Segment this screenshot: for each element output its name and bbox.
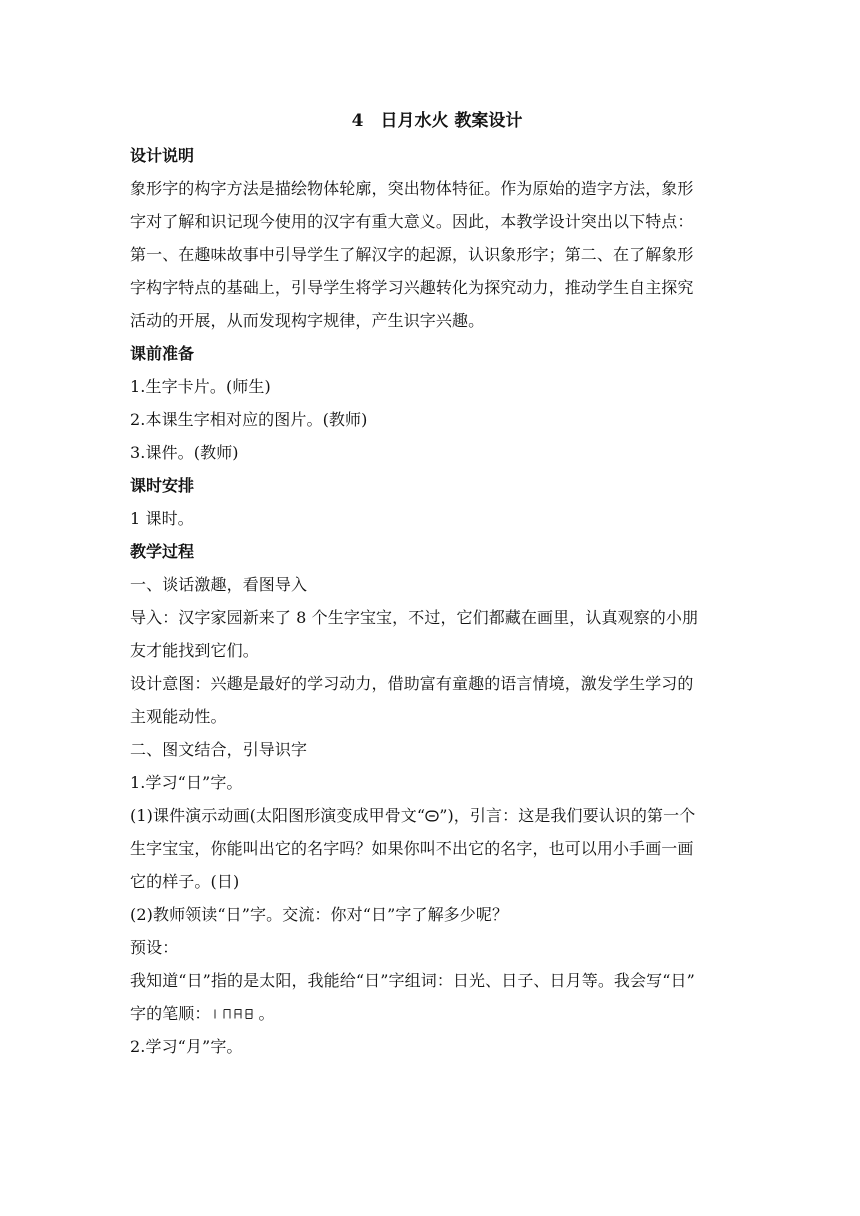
document-body — [130, 103, 732, 1063]
preparation-item: 3.课件。(教师) — [130, 443, 239, 462]
section-heading-design-notes: 设计说明 — [130, 146, 195, 165]
intro-line: 导入：汉字家园新来了 8 个生字宝宝，不过，它们都藏在画里，认真观察的小朋 — [130, 608, 699, 627]
intent-line: 主观能动性。 — [130, 707, 227, 726]
answer-line: 我知道“日”指的是太阳，我能给“日”字组词：日光、日子、日月等。我会写“日” — [130, 971, 695, 990]
preset-label: 预设： — [130, 938, 179, 957]
document-title: 4 日月水火 教案设计 — [351, 111, 523, 131]
answer-line — [130, 997, 732, 1030]
design-notes-line: 字构字特点的基础上，引导学生将学习兴趣转化为探究动力，推动学生自主探究 — [130, 278, 694, 297]
schedule-text: 1 课时。 — [130, 509, 194, 528]
step-title: 二、图文结合，引导识字 — [130, 740, 308, 759]
answer-text-before: 字的笔顺： — [130, 1004, 211, 1023]
answer-text-after: 。 — [258, 1004, 275, 1023]
learn-ri-title: 1.学习“日”字。 — [130, 773, 243, 792]
section-heading-schedule: 课时安排 — [130, 476, 195, 495]
ri-step-1-line: 它的样子。(日) — [130, 872, 240, 891]
ri-step-1-line — [130, 799, 732, 832]
learn-yue-title: 2.学习“月”字。 — [130, 1037, 243, 1056]
intro-line: 友才能找到它们。 — [130, 641, 259, 660]
preparation-item: 2.本课生字相对应的图片。(教师) — [130, 410, 368, 429]
step-title: 一、谈话激趣，看图导入 — [130, 575, 308, 594]
oracle-bone-sun-icon — [425, 800, 439, 833]
ri-step-1-line: 生字宝宝，你能叫出它的名字吗？如果你叫不出它的名字，也可以用小手画一画 — [130, 839, 694, 858]
design-notes-line: 字对了解和识记现今使用的汉字有重大意义。因此，本教学设计突出以下特点： — [130, 212, 694, 231]
section-heading-preparation: 课前准备 — [130, 344, 195, 363]
ri-step-2-line: (2)教师领读“日”字。交流：你对“日”字了解多少呢？ — [130, 905, 509, 924]
intent-line: 设计意图：兴趣是最好的学习动力，借助富有童趣的语言情境，激发学生学习的 — [130, 674, 694, 693]
section-heading-process: 教学过程 — [130, 542, 195, 561]
design-notes-line: 第一、在趣味故事中引导学生了解汉字的起源，认识象形字；第二、在了解象形 — [130, 245, 694, 264]
stroke-order-icon — [213, 998, 257, 1031]
ri-step-1-text-before: (1)课件演示动画(太阳图形演变成甲骨文“ — [130, 806, 426, 825]
design-notes-line: 象形字的构字方法是描绘物体轮廓，突出物体特征。作为原始的造字方法，象形 — [130, 179, 694, 198]
design-notes-line: 活动的开展，从而发现构字规律，产生识字兴趣。 — [130, 311, 485, 330]
ri-step-1-text-after: ”)，引言：这是我们要认识的第一个 — [439, 806, 696, 825]
preparation-item: 1.生字卡片。(师生) — [130, 377, 271, 396]
